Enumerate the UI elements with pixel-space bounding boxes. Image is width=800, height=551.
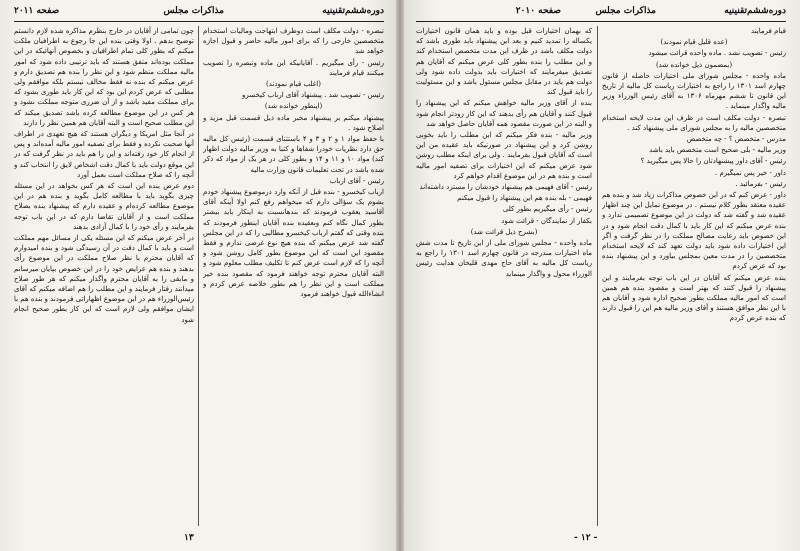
paragraph: ارباب کیخسرو - بنده قبل از آنکه وارد درموضوع پیشنهاد خودم بشوم یک سؤالی دارم که میخواهم رفع کنم اولا آینکه آقای آقاسید یعقوب فرمودند که بندهانسبت به اینکار باید بیشتر بطور کمال نگاه کنم وبعقیده بنده آقایان اینطور فرمودند که بنده وقتی که گفتم ارباب کیخسرو مطالبی را که در این مجلس گفته شد عرض میکنم که بنده هیچ نوع غرضی ندارم و فقط مقصود این است که این موضوع بطور کامل روشن شود و آنچه را که لازم است عرض کنم تا تکلیف مطلب معلوم شود و البته آقایان محترم توجه خواهند فرمود که مقصود بنده خیر مملکت است و این نظر را هم بطور خلاصه عرض کردم و انشاءالله قبول خواهند فرمود <box>203 188 384 299</box>
paragraph: که بهمان اختیارات قبل بوده و باید همان قانون اختیارات یکساله را تمدید کنیم و بعد این پیشنهاد باید طوری باشد که دولت مکلف باشد در ظرف این مدت متخصص استخدام کند و این مطلب را بنده بطور کلی عرض میکنم که آقایان هم تصدیق میفرمایند که اختیارات باید بدولت داده شود ولی دولت هم باید در مقابل مجلس مسئول باشد و این مسئولیت را باید قبول کند <box>416 27 592 97</box>
right-header-rule <box>416 21 786 22</box>
paragraph: رئیس - آقای ارباب <box>329 176 384 185</box>
left-header-section: مذاکرات مجلس <box>163 6 224 16</box>
right-page-column-right <box>602 26 786 526</box>
right-header-page-label: صفحه ۲۰۱۰ <box>515 6 561 16</box>
right-header-journal: دوره‌ششم‌تقنینیه <box>724 6 786 16</box>
left-page-header <box>14 6 384 20</box>
paragraph: بنده از آقای وزیر مالیه خواهش میکنم که این پیشنهاد را قبول کنند و آقایان هم رأی بدهند که این کار زودتر انجام شود و البته در این صورت مقصود همه آقایان حاصل خواهد شد <box>416 99 592 128</box>
paragraph: پیشنهاد میکنم بر پیشنهاد مخبر ماده ذیل قسمت قبل مزید و اصلاح شود . <box>203 113 384 132</box>
left-header-journal: دوره‌ششم‌تقنینیه <box>322 6 384 16</box>
right-page-number: - ۱۲ - <box>574 533 598 543</box>
paragraph: (بمضمون ذیل خوانده شد) <box>655 60 733 69</box>
right-column-separator <box>597 26 598 526</box>
paragraph: رئیس - بفرمائید . <box>735 179 786 188</box>
right-page-column-left <box>416 26 592 526</box>
right-header-section: مذاکرات مجلس <box>595 6 656 16</box>
paragraph: در آخر عرض میکنم که این مسئله یکی از مسائل مهم مملکت است و باید با کمال دقت در آن رسیدگی شود و بنده امیدوارم که آقایان محترم با نظر صلاح مملکت در این موضوع رأی بدهند و بنده هم عرایض خود را در این خصوص بپایان میرسانم و مابقی را به آقایان محترم واگذار میکنم که هر طور صلاح میدانند رفتار فرمایند و این مطلب را هم اضافه میکنم که آقای رئیس‌الوزراء هم در این موضوع اظهاراتی فرمودند و بنده هم با ایشان موافقم ولی لازم است که این کار بطور صحیح انجام شود <box>14 234 194 324</box>
paragraph: قیام فرمایند <box>751 27 786 35</box>
paragraph: (عده قلیل قیام نمودند) <box>660 38 728 47</box>
paragraph: در آنجا مثل امریکا و دیگران هستند که هیچ تعهدی در اطراف آنها صحبت نکرده و فقط برای تصفیه امور مالیه آمده‌اند و پس از انجام کار خود رفته‌اند و این را هم باید در نظر گرفت که در این موقع دولت باید با کمال دقت اشخاص لایق را انتخاب کند و آنچه را که صلاح مملکت است بعمل آورد <box>14 130 194 179</box>
paragraph: تبصره - دولت مکلف است در ظرف این مدت لایحه استخدام متخصصین مالیه را به مجلس شورای ملی پیشنهاد کند . <box>602 113 786 132</box>
left-page <box>0 0 396 551</box>
paragraph: داور - خیر پس نمیگیرم . <box>715 168 786 177</box>
paragraph: رئیس - آقای داور پیشنهادتان را حالا پس میگیرید ؟ <box>640 157 786 166</box>
paragraph: (بشرح ذیل قرائت شد) <box>470 227 538 236</box>
paragraph: تبصره - دولت مکلف است دوطرف ابتهاجت ومالیات استخدام متخصصین خارجی را که برای امور مالیه حاضر و قبول اجازه خواهد شد <box>203 27 384 56</box>
left-header-rule <box>14 21 384 22</box>
paragraph: (اینطور خوانده شد) <box>264 102 323 111</box>
left-page-column-left <box>14 26 194 526</box>
paragraph: بکفار از نمایندگان - قرائت شود <box>501 216 592 225</box>
book-gutter <box>396 0 404 551</box>
paragraph: بنده عرض میکنم که آقایان در این باب توجه بفرمایند و این پیشنهاد را قبول کنند که بهتر است و مقصود بنده هم همین است که امور مالیه مملکت بطور صحیح اداره شود و آقایان هم با این نظر موافق هستند و آقای وزیر مالیه هم این را قبول دارند که بنده عرض کردم <box>602 273 786 323</box>
left-column-separator <box>198 26 199 526</box>
paragraph: رئیس - تصویب شد . پیشنهاد آقای ارباب کیخسرو <box>242 91 384 100</box>
paragraph: دوم عرض بنده این است که هر کس بخواهد در این مسئله چیزی بگوید باید با مطالعه کامل بگوید و بنده هم در این موضوع مطالعه کرده‌ام و عقیده دارم که پیشنهاد بنده بصلاح مملکت است و از آقایان تقاضا دارم که در این باب توجه بفرمایند و رأی خود را با کمال آزادی بدهند <box>14 182 194 231</box>
paragraph: وزیر مالیه - بلی صحیح است متخصص باید باشد <box>649 146 786 155</box>
paragraph: رئیس - رأی میگیریم بطور کلی <box>502 205 592 214</box>
left-header-page-label: صفحه ۲۰۱۱ <box>14 6 60 16</box>
right-page <box>404 0 800 551</box>
paragraph: چون تمامی از آقایان در خارج بنظرم مذاکره شده لازم دانستم توضیح بدهم . اولا وقتی بنده این جا رجوع به اطرافیان ملکت میکنم که بطور کلی تمام اطرافیان و بخصوص آنهائیکه در این مملکت بوده‌اند متفق هستند که باید ترتیبی داده شود که امور مالیه مملکت منظم شود و این نظر را بنده هم تصدیق دارم و عرض میکنم که بنده نه فقط مخالف نیستم بلکه موافقم ولی مطلبی که عرض کردم این بود که این کار باید طوری بشود که برای مملکت مفید باشد و از آن ضرری متوجه مملکت نشود و هر کس در این موضوع مطالعه کرده باشد تصدیق میکند که این مطلب صحیح است و البته آقایان هم همین نظر را دارند <box>14 27 194 127</box>
right-page-header <box>416 6 786 20</box>
left-page-column-right <box>203 26 384 526</box>
paragraph: فهیمی - بله بنده هم این پیشنهاد را قبول میکنم <box>457 194 592 203</box>
paragraph: با حفظ مواد ۱ و ۲ و ۳ و ۴ باستثنای قسمت (رئیس کل مالیه حق دارد نظریات خودرا شفاها و کتبا به وزیر مالیه دولت اظهار کند) مواد ۱۰ و ۱۱ و ۱۴ و بطور کلی در هر یک از مواد که ذکر شده باشد در تحت تعلیمات قانون وزارت مالیه <box>203 135 384 174</box>
paragraph: وزیر مالیه - بنده فکر میکنم که این مطلب را باید بخوبی روشن کرد و این پیشنهاد در صورتیکه باید عقیده من این است که آقایان قبول بفرمایند . ولی برای اینکه مطلب روشن شود عرض میکنم که این اختیارات برای تصفیه امور مالیه است و بنده هم در این موضوع اقدام خواهم کرد <box>416 131 592 180</box>
paragraph: داور - عرض کنم که در این خصوص مذاکرات زیاد شد و بنده هم عقیده معتقد بطور کلام نیستم . در موضوع تمایل این چند اظهار عقیده شد و گفته شد که دولت در این موضوع تصمیمی ندارد و بنده عرض میکنم که این کار باید با کمال دقت انجام شود و در این خصوص باید رعایت مصالح مملکت را در نظر گرفت و اگر این اختیارات داده شود باید دولت تعهد کند که لایحه استخدام متخصصین را در مدت معین بمجلس بیاورد و این پیشنهاد بنده بود که عرض کردم <box>602 191 786 271</box>
paragraph: مدرس - متخصص ؟ - چه متخصص <box>686 135 786 144</box>
paragraph: رئیس - تصویب نشد . ماده واحده قرائت میشود <box>648 49 786 58</box>
paragraph: رئیس - آقای فهیمی هم پیشنهاد خودشان را مسترد داشته‌اند <box>419 183 592 192</box>
paragraph: ماده واحده - مجلس شورای ملی اختیارات حاصله از قانون چهارم اسد ۱۳۰۱ را راجع به اختیارات ریاست کل مالیه از تاریخ این قانون تا ششم مهرماه ۱۳۰۶ به آقای رئیس الوزراء وزیر مالیه واگذار مینماید . <box>602 71 786 111</box>
left-page-number: ۱۳ <box>184 533 194 543</box>
paragraph: ماده واحده - مجلس شورای ملی از این تاریخ تا مدت شش ماه اختیارات مندرجه در قانون چهارم اسد ۱۳۰۱ را راجع به ریاست کل مالیه به آقای حاج مهدی قلیخان هدایت رئیس الوزراء محول و واگذار مینماید <box>416 239 592 278</box>
paragraph: (اغلب قیام نمودند) <box>266 80 321 89</box>
paragraph: رئیس - رأی میگیریم . آقایانیکه این ماده وتبصره را تصویب میکنند قیام فرمایند <box>203 58 384 77</box>
